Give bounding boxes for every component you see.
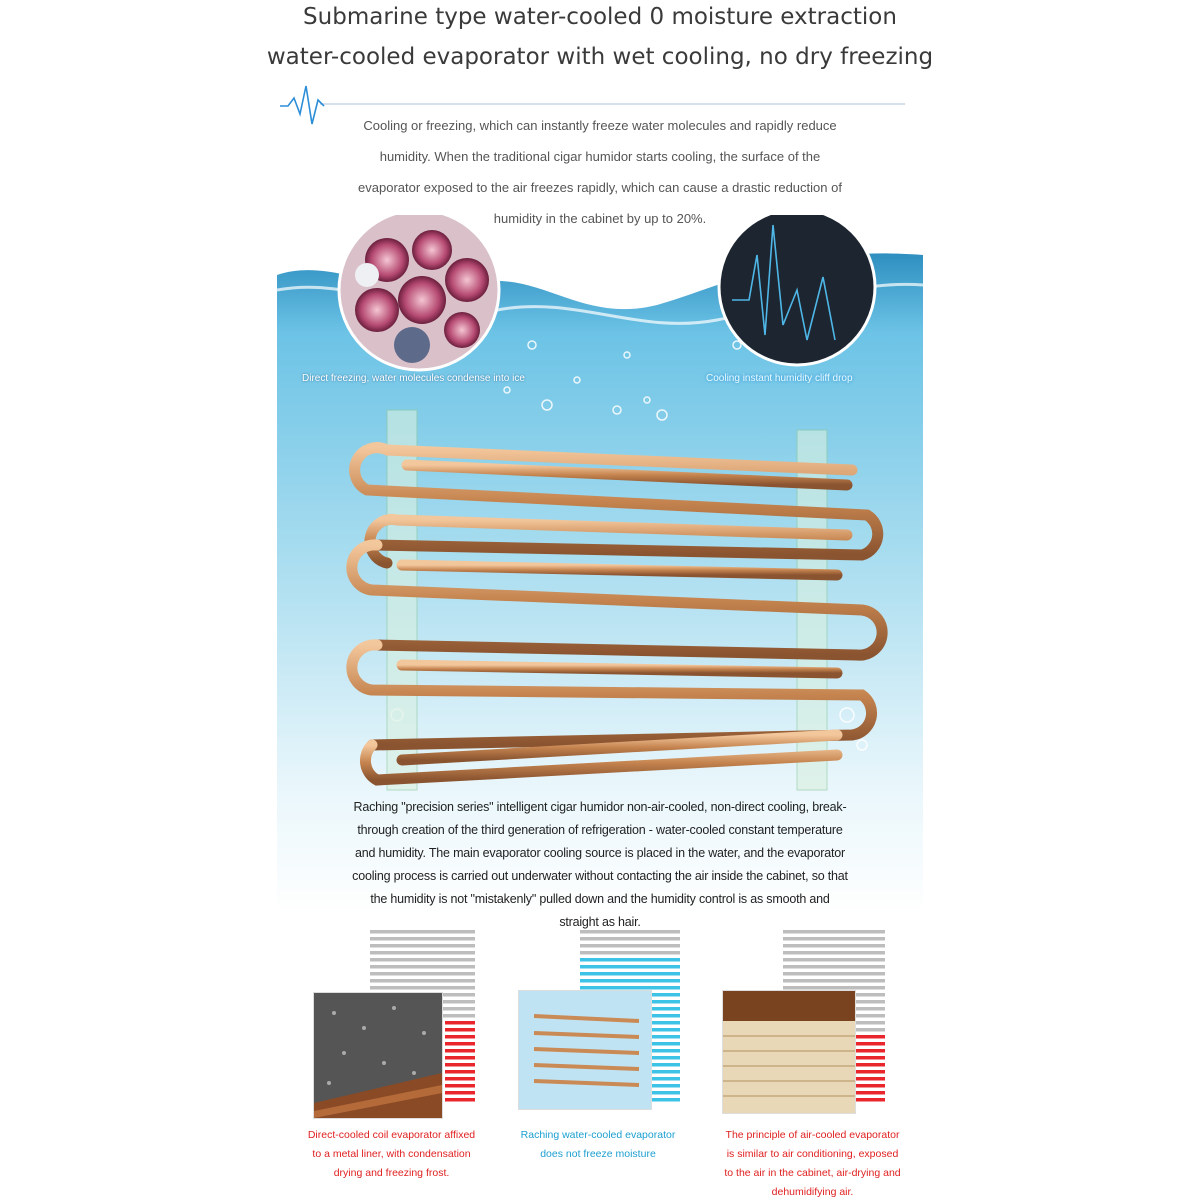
stripe [580,965,680,969]
stripe [855,1084,885,1088]
stripe [370,979,475,983]
stripe [580,930,680,934]
stripe [783,937,885,941]
intro-text-line: humidity in the cabinet by up to 20%. [493,211,707,226]
stripe [783,944,885,948]
direct-cooled-caption [284,1126,499,1183]
stripe [580,972,680,976]
stripe [370,958,475,962]
stripe [445,1091,475,1095]
caption-line: The principle of air-cooled evaporator [725,1129,900,1141]
stripe [855,1077,885,1081]
stripe [783,986,885,990]
stripe [370,951,475,955]
body-text-line: and humidity. The main evaporator cooling source is placed in the water, and the evaporator [355,846,845,860]
air-cooled-fins-photo [722,990,856,1114]
stripe [445,1056,475,1060]
intro-text-line: Cooling or freezing, which can instantly freeze water molecules and rapidly reduce [363,118,837,133]
stripe [445,1077,475,1081]
intro-text-line: evaporator exposed to the air freezes rapidly, which can cause a drastic reduction of [358,180,842,195]
stripe [855,1091,885,1095]
caption-line: to the air in the cabinet, air-drying and [724,1167,901,1179]
frosted-coil-photo [313,992,443,1119]
air-cooled-caption [700,1126,925,1202]
frozen-berries-photo [339,215,499,370]
body-text-line: the humidity is not "mistakenly" pulled down and the humidity control is as smooth and [370,892,830,906]
stripe [580,937,680,941]
headline-line-1: Submarine type water-cooled 0 moisture extraction [303,4,897,30]
intro-text-line: humidity. When the traditional cigar humidor starts cooling, the surface of the [379,149,821,164]
stripe [580,979,680,983]
stripe [445,1063,475,1067]
stripe [855,1035,885,1039]
stripe [445,1035,475,1039]
caption-line: drying and freezing frost. [333,1167,450,1179]
stripe [783,958,885,962]
body-text-line: cooling process is carried out underwater without contacting the air inside the cabinet, so that [352,869,848,883]
water-cooled-coil-photo [518,990,652,1110]
caption-line: dehumidifying air. [771,1186,854,1198]
stripe [445,1084,475,1088]
stripe [783,951,885,955]
caption-line: Raching water-cooled evaporator [520,1129,676,1141]
caption-line: does not freeze moisture [540,1148,656,1160]
stripe [855,1042,885,1046]
stripe [855,1063,885,1067]
stripe [370,972,475,976]
stripe [445,1042,475,1046]
body-text-line: through creation of the third generation of refrigeration - water-cooled constant temperature [357,823,843,837]
caption-line: to a metal liner, with condensation [312,1148,471,1160]
stripe [783,965,885,969]
stripe [855,1070,885,1074]
body-text-line: Raching "precision series" intelligent cigar humidor non-air-cooled, non-direct cooling, break- [353,800,847,814]
stripe [855,1049,885,1053]
stripe [783,979,885,983]
water-cooled-caption [498,1126,698,1164]
stripe [370,986,475,990]
headline-line-2: water-cooled evaporator with wet cooling, no dry freezing [266,44,934,70]
stripe [783,972,885,976]
stripe [783,930,885,934]
stripe [370,944,475,948]
caption-line: is similar to air conditioning, exposed [726,1148,899,1160]
stripe [370,937,475,941]
stripe [445,1070,475,1074]
body-text-line: straight as hair. [559,915,641,929]
stripe [855,1098,885,1102]
frozen-berries-caption: Direct freezing, water molecules condense into ice [302,373,525,384]
humidity-graph-caption: Cooling instant humidity cliff drop [706,373,853,384]
stripe [370,930,475,934]
stripe [445,1049,475,1053]
caption-line: Direct-cooled coil evaporator affixed [307,1129,476,1141]
stripe [370,965,475,969]
humidity-drop-graph [719,215,875,365]
stripe [445,1021,475,1025]
stripe [445,1098,475,1102]
stripe [445,1028,475,1032]
stripe [580,944,680,948]
stripe [580,958,680,962]
stripe [855,1056,885,1060]
stripe [580,951,680,955]
stripe [580,986,680,990]
